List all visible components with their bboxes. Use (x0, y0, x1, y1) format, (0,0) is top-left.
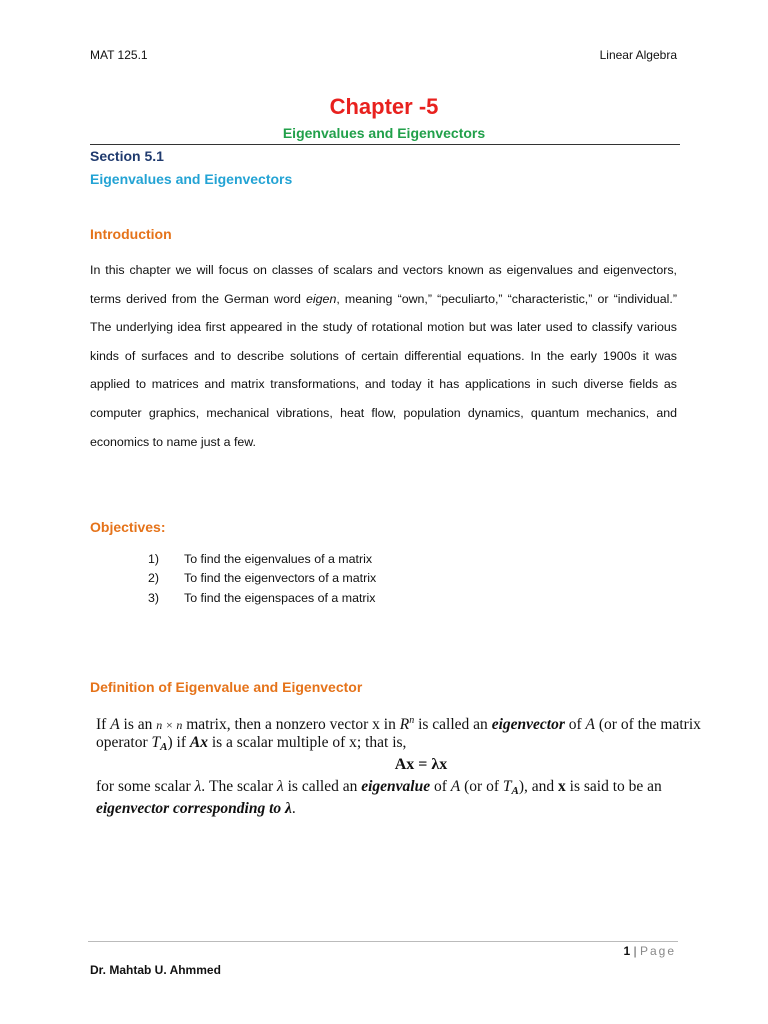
def-text: . The scalar (201, 778, 278, 795)
math-symbol: A (450, 778, 461, 795)
def-text: ) if (167, 734, 190, 751)
math-symbol: λ (194, 778, 202, 795)
page-label: Page (639, 944, 676, 958)
term-eigenvector-corresponding: eigenvector corresponding to (96, 800, 285, 817)
author-name: Dr. Mahtab U. Ahmmed (90, 963, 221, 977)
objective-text: To find the eigenvalues of a matrix (184, 552, 373, 566)
objective-item (148, 589, 376, 608)
math-symbol: λ (277, 778, 284, 795)
objective-item (148, 569, 376, 588)
math-symbol: T (151, 734, 161, 751)
math-expression: Ax (189, 734, 208, 751)
definition-block (96, 710, 736, 820)
objectives-list (148, 550, 376, 608)
header-divider (90, 144, 680, 145)
section-title: Eigenvalues and Eigenvectors (90, 171, 293, 187)
math-symbol: λ (285, 800, 292, 817)
objective-item (148, 550, 376, 569)
def-text: If (96, 716, 111, 733)
math-superscript: n (409, 715, 415, 726)
intro-eigen-word: eigen (306, 291, 337, 306)
objective-number: 1) (148, 552, 160, 566)
eigen-equation: Ax = λx (394, 756, 448, 773)
chapter-subtitle: Eigenvalues and Eigenvectors (282, 125, 486, 141)
objective-text: To find the eigenspaces of a matrix (184, 590, 376, 605)
objective-text: To find the eigenvectors of a matrix (184, 571, 377, 586)
introduction-paragraph (90, 256, 677, 456)
definition-line-2 (96, 732, 736, 754)
definition-equation-line (96, 754, 736, 776)
page-number (623, 944, 676, 958)
def-text: ), and (518, 778, 559, 795)
math-symbol: R (399, 716, 410, 733)
objectives-heading: Objectives: (90, 519, 166, 535)
introduction-heading: Introduction (90, 226, 172, 242)
def-text: operator (96, 734, 152, 751)
footer-divider (88, 941, 678, 942)
math-symbol: A (585, 716, 595, 733)
def-text: is an (119, 716, 157, 733)
section-number: Section 5.1 (90, 148, 164, 164)
chapter-title: Chapter -5 (329, 94, 439, 119)
definition-line-3 (96, 776, 736, 798)
math-symbol: x (558, 778, 566, 795)
subject-name: Linear Algebra (599, 48, 677, 62)
course-code: MAT 125.1 (90, 48, 148, 62)
page-separator: | (633, 944, 637, 958)
term-eigenvector: eigenvector (491, 716, 565, 733)
page-number-value: 1 (623, 944, 631, 958)
definition-line-1 (96, 710, 736, 732)
term-eigenvalue: eigenvalue (361, 778, 431, 795)
def-text: (or of the matrix (595, 716, 701, 733)
intro-text-part-2: , meaning “own,” “peculiarto,” “characteristic,” or “individual.” The underlying idea first appeared in the study of rotational motion but was later used to classify various kinds of surfaces and to describe solutions of certain differential equations. In the early 1900s it was applied to matrices and matrix transformations, and today it has applications in such diverse fields as computer graphics, mechanical vibrations, heat flow, population dynamics, quantum mechanics, and economics to name just a few. (90, 291, 677, 449)
def-text: of (430, 778, 451, 795)
math-symbol: A (110, 716, 120, 733)
def-text: is called an (283, 778, 362, 795)
intro-text-part-1: In this chapter we will focus on classes of scalars and vectors known as eigenvalues and eigenvectors, terms derived from the German word (90, 263, 677, 306)
def-text: of (564, 716, 586, 733)
definition-heading: Definition of Eigenvalue and Eigenvector (90, 679, 363, 695)
objective-number: 2) (148, 571, 160, 586)
def-text: is called an (414, 716, 492, 733)
def-text: . (291, 800, 296, 817)
math-subscript: A (160, 741, 168, 753)
def-text: matrix, then a nonzero vector x in (182, 716, 400, 733)
definition-line-4 (96, 798, 736, 820)
math-symbol: T (502, 778, 512, 795)
objective-number: 3) (148, 590, 160, 605)
def-text: is said to be an (565, 778, 662, 795)
def-text: is a scalar multiple of x; that is, (207, 734, 407, 751)
math-dimension: n × n (156, 718, 183, 732)
math-subscript: A (511, 785, 519, 797)
def-text: for some scalar (96, 778, 195, 795)
def-text: (or of (460, 778, 503, 795)
